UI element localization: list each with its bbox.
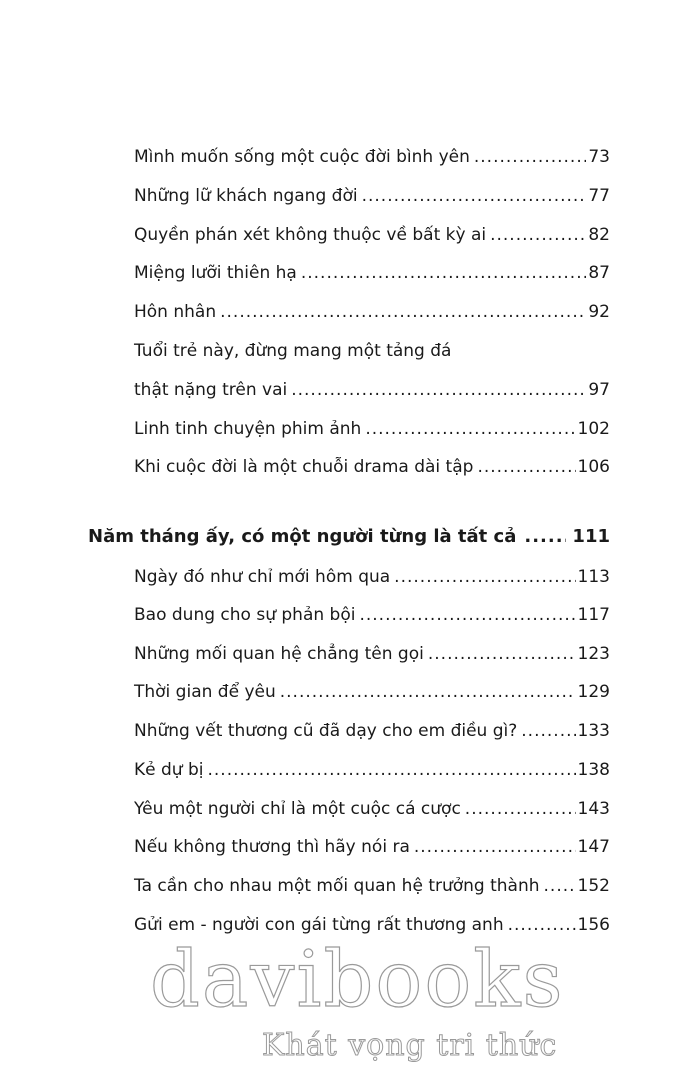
toc-entry[interactable] — [134, 414, 610, 444]
toc-entry-page: 117 — [577, 605, 610, 625]
dot-leader — [362, 181, 587, 211]
dot-leader — [208, 755, 576, 785]
toc-entry-title: Quyền phán xét không thuộc về bất kỳ ai — [134, 225, 487, 245]
toc-entry-title: Những mối quan hệ chẳng tên gọi — [134, 644, 424, 664]
dot-leader — [490, 220, 586, 250]
toc-entry-page: 113 — [577, 567, 610, 587]
toc-entry[interactable] — [134, 794, 610, 824]
dot-leader — [524, 521, 566, 553]
dot-leader — [359, 600, 575, 630]
toc-entry-page: 106 — [577, 457, 610, 477]
toc-entry-page: 129 — [577, 682, 610, 702]
dot-leader — [365, 414, 575, 444]
toc-entry-title: Những vết thương cũ đã dạy cho em điều gì? — [134, 721, 518, 741]
toc-entry-title: Hôn nhân — [134, 302, 217, 322]
toc-entry-page: 87 — [588, 263, 610, 283]
toc-entry-title: Miệng lưỡi thiên hạ — [134, 263, 297, 283]
toc-entry-page: 97 — [588, 380, 610, 400]
watermark-tagline: Khát vọng tri thức — [262, 1028, 558, 1063]
toc-entry[interactable] — [134, 181, 610, 211]
toc-entry-page: 147 — [577, 837, 610, 857]
toc-entry-title: Bao dung cho sự phản bội — [134, 605, 356, 625]
toc-entry[interactable] — [134, 677, 610, 707]
toc-entry[interactable] — [134, 452, 610, 482]
toc-entry[interactable] — [134, 258, 610, 288]
toc-entry-title: Khi cuộc đời là một chuỗi drama dài tập — [134, 457, 474, 477]
toc-section-heading[interactable] — [88, 521, 610, 553]
dot-leader — [477, 452, 575, 482]
dot-leader — [280, 677, 576, 707]
dot-leader — [474, 142, 586, 172]
dot-leader — [544, 871, 576, 901]
toc-entry[interactable] — [134, 375, 610, 405]
dot-leader — [428, 639, 576, 669]
toc-entry-title: Nếu không thương thì hãy nói ra — [134, 837, 410, 857]
toc-entry-page: 138 — [577, 760, 610, 780]
dot-leader — [394, 562, 575, 592]
toc-entry-page: 152 — [577, 876, 610, 896]
toc-entry-title: thật nặng trên vai — [134, 380, 288, 400]
dot-leader — [521, 716, 575, 746]
toc-entry-page: 123 — [577, 644, 610, 664]
toc-section-page: 111 — [572, 526, 610, 547]
toc-entry[interactable] — [134, 297, 610, 327]
toc-entry[interactable] — [134, 639, 610, 669]
toc-entry-page: 92 — [588, 302, 610, 322]
toc-entry[interactable] — [134, 220, 610, 250]
toc-entry-page: 82 — [588, 225, 610, 245]
toc-entry-title: Yêu một người chỉ là một cuộc cá cược — [134, 799, 461, 819]
toc-section-title: Năm tháng ấy, có một người từng là tất cả — [88, 526, 517, 547]
toc-entry-title: Gửi em - người con gái từng rất thương anh — [134, 915, 504, 935]
toc-entry[interactable] — [134, 600, 610, 630]
dot-leader — [301, 258, 587, 288]
toc-entry[interactable] — [134, 871, 610, 901]
toc-entry-title: Ta cần cho nhau một mối quan hệ trưởng thành — [134, 876, 540, 896]
toc-entry-page: 102 — [577, 419, 610, 439]
watermark-logo: davibooks — [150, 935, 565, 1025]
toc-entry[interactable] — [134, 755, 610, 785]
toc-entry[interactable] — [134, 832, 610, 862]
toc-entry-title: Ngày đó như chỉ mới hôm qua — [134, 567, 391, 587]
toc-entry-page: 143 — [577, 799, 610, 819]
toc-entry-page: 77 — [588, 186, 610, 206]
dot-leader — [414, 832, 576, 862]
toc-entry-title: Kẻ dự bị — [134, 760, 204, 780]
toc-entry[interactable] — [134, 716, 610, 746]
toc-entry-page: 133 — [577, 721, 610, 741]
dot-leader — [291, 375, 586, 405]
toc-entry[interactable] — [134, 562, 610, 592]
toc-entry-title: Thời gian để yêu — [134, 682, 276, 702]
toc-entry-page: 156 — [577, 915, 610, 935]
toc-entry[interactable] — [134, 142, 610, 172]
toc-entry-title: Mình muốn sống một cuộc đời bình yên — [134, 147, 470, 167]
toc-entry-title: Linh tinh chuyện phim ảnh — [134, 419, 362, 439]
toc-entry-title-line[interactable]: Tuổi trẻ này, đừng mang một tảng đá — [134, 341, 452, 361]
toc-entry-title: Những lữ khách ngang đời — [134, 186, 358, 206]
dot-leader — [220, 297, 586, 327]
dot-leader — [465, 794, 576, 824]
toc-entry-page: 73 — [588, 147, 610, 167]
